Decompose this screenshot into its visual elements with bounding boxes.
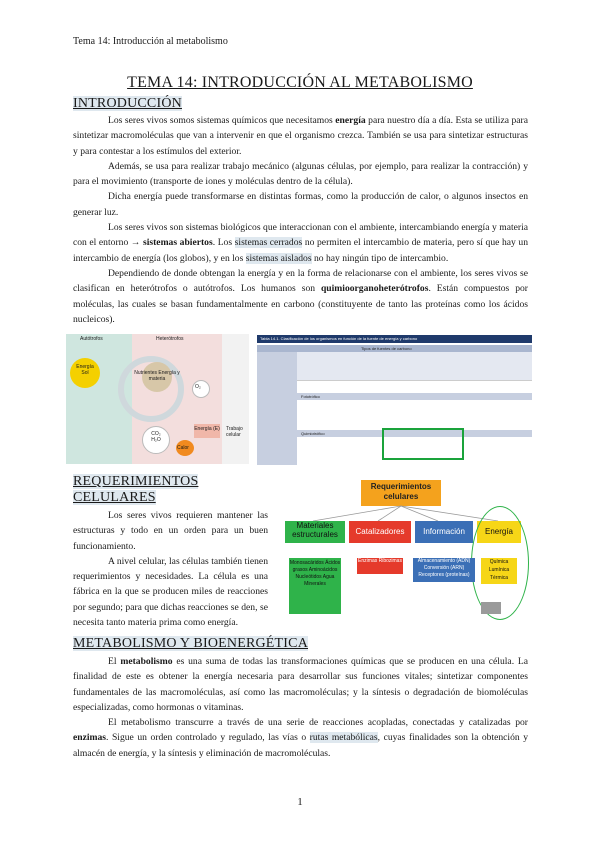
row-fototrofico-label: Fototrófico [301, 394, 320, 399]
table-side-column [257, 352, 297, 465]
factory-icon [481, 602, 501, 614]
requirements-top-box: Requerimientos celulares [361, 480, 441, 506]
paragraph: Además, se usa para realizar trabajo mecánico (algunas células, por ejemplo, para realizar la contracción) y para el movimiento (transporte de iones y moléculas dentro de la célula). [73, 160, 528, 188]
table-title: Tabla 14.1. Clasificación de los organismos en función de la fuente de energía y carbono [260, 336, 418, 341]
requirements-diagram [283, 478, 533, 620]
page-title: TEMA 14: INTRODUCCIÓN AL METABOLISMO [127, 74, 473, 91]
requerimientos-text [73, 508, 268, 630]
running-header: Tema 14: Introducción al metabolismo [73, 36, 228, 47]
list-informacion: Almacenamiento (ADN) Conversión (ARN) Receptores (proteínas) [413, 558, 475, 582]
heading-introduccion: INTRODUCCIÓN [73, 96, 182, 111]
paragraph: Los seres vivos son sistemas biológicos que interaccionan con el ambiente, intercambiando energía y materia con el entorno → sistemas abiertos. Los sistemas cerrados no permiten el intercambio de materia, pero sí que hay un intercambio de energía (los globos), y en los sistemas aislados no hay ningún tipo de intercambio. [73, 222, 529, 264]
heat-label: Calor [177, 445, 189, 451]
section-metabolismo [73, 636, 528, 761]
work-label: Trabajo celular [226, 426, 243, 438]
paragraph: Dependiendo de donde obtengan la energía y en la forma de relacionarse con el ambiente, los seres vivos se clasifican en heterótrofos o autótrofos. Los humanos son quimioorganoheterótrofos. Están compuestos por moléculas, las cuales se basan fundamentalmente en carbono (constituyente de tanto las proteínas como los ácidos nucleicos). [73, 267, 528, 325]
table-header-label: Tipos de fuentes de carbono [361, 346, 412, 351]
oxygen-label: O₂ [195, 384, 201, 390]
classification-table [257, 335, 532, 465]
paragraph: Dicha energía puede transformarse en distintas formas, como la producción de calor, o algunos insectos en generar luz. [73, 191, 528, 218]
paragraph: Los seres vivos requieren mantener las estructuras y todo en un orden para un buen funcionamiento. [73, 510, 268, 552]
heading-metabolismo: METABOLISMO Y BIOENERGÉTICA [73, 636, 309, 651]
energy-label: Energía (E) [194, 426, 220, 432]
row-quimiotrofico-label: Quimiotrófico [301, 431, 325, 436]
co2-label: CO₂ H₂O [151, 431, 161, 443]
paragraph: El metabolismo es una suma de todas las transformaciones químicas que se producen en una célula. La finalidad de este es obtener la energía necesaria para desarrollar sus funciones vitales; sintetizar componentes fundamentales de las macromoléculas, así como las macromoléculas; y la síntesis o degradación de biomoléculas especializadas, como hormonas o vitaminas. [73, 656, 528, 713]
paragraph: El metabolismo transcurre a través de una serie de reacciones acopladas, conectadas y catalizadas por enzimas. Sigue un orden controlado y regulado, las vías o rutas metabólicas, cuyas finalidades son la obtención y almacén de energía, y la síntesis y eliminación de macromoléculas. [73, 717, 528, 759]
box-catalizadores: Catalizadores [349, 521, 411, 543]
box-energia: Energía [477, 521, 521, 543]
list-catalizadores: Enzimas Ribozimas [357, 558, 403, 574]
section-requerimientos [73, 474, 268, 630]
paragraph: A nivel celular, las células también tienen requerimientos y necesidades. La célula es una fábrica en la que se producen miles de reacciones por segundo; para que dichas reacciones se den, se necesita tanto materia prima como energía. [73, 555, 268, 629]
energy-cycle-figure [66, 334, 249, 464]
list-materiales: Monosacáridos Ácidos grasos Aminoácidos Nucleótidos Agua Minerales [289, 558, 341, 614]
table-grid [297, 380, 532, 466]
nutrients-label: Nutrientes Energía y materia [134, 370, 180, 382]
box-informacion: Información [415, 521, 473, 543]
section-introduccion [73, 96, 528, 327]
heading-requerimientos: REQUERIMIENTOS CELULARES [73, 474, 199, 505]
sun-label: Energía Sol [76, 364, 94, 376]
autotrophs-label: Autótrofos [80, 336, 103, 342]
table-subheader [297, 352, 532, 380]
intro-text [73, 113, 528, 327]
heterotrophs-label: Heterótrofos [156, 336, 184, 342]
list-energia: Química Lumínica Térmica [481, 558, 517, 584]
page-number: 1 [297, 796, 303, 808]
metabolismo-text [73, 654, 528, 761]
paragraph: Los seres vivos somos sistemas químicos que necesitamos energía para nuestro día a día. Esta se utiliza para sintetizar macromoléculas que van a intervenir en que el organismo crezca. También se usa para sintetizar estructuras y para contestar a los estímulos del exterior. [73, 115, 528, 157]
box-materiales: Materiales estructurales [285, 521, 345, 543]
